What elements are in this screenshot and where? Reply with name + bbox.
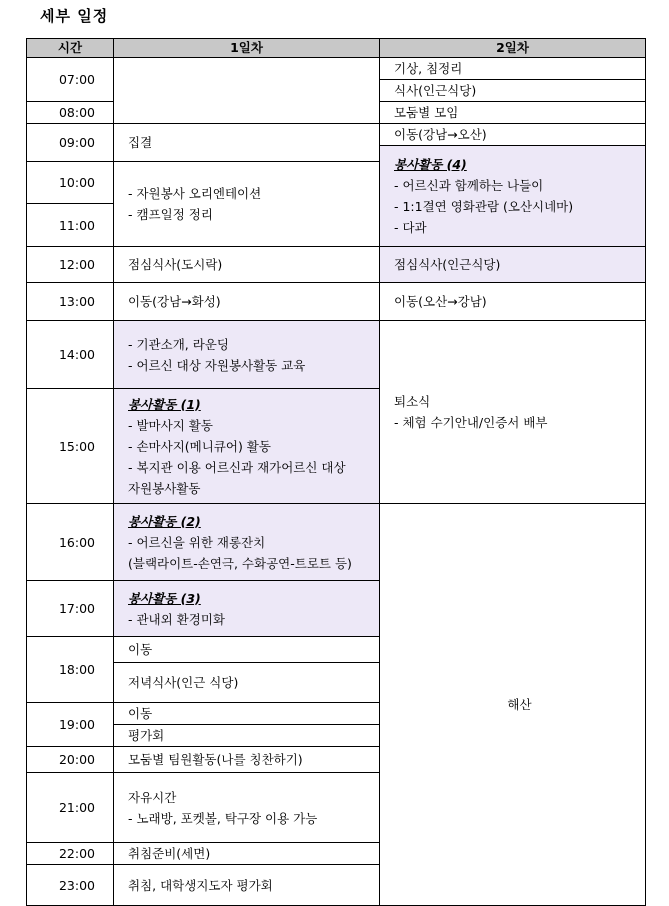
- header-time: 시간: [27, 39, 114, 58]
- time-cell: 09:00: [27, 124, 114, 162]
- time-cell: 21:00: [27, 773, 114, 843]
- time-cell: 20:00: [27, 747, 114, 773]
- day1-move2: 이동: [114, 637, 380, 663]
- orientation-line: - 자원봉사 오리엔테이션: [128, 186, 262, 201]
- day2-move: 이동(강남→오산): [380, 124, 646, 146]
- checkout-line: - 체험 수기안내/인증서 배부: [394, 415, 548, 430]
- day1-activity1: [114, 389, 380, 504]
- day1-intro: [114, 321, 380, 389]
- day1-move3: 이동: [114, 703, 380, 725]
- day1-activity3: [114, 581, 380, 637]
- time-cell: 12:00: [27, 247, 114, 283]
- day2-dismiss: 해산: [380, 504, 646, 906]
- schedule-table: [26, 38, 646, 906]
- day2-move2: 이동(오산→강남): [380, 283, 646, 321]
- activity-heading: 봉사활동 (1): [128, 396, 201, 412]
- activity-line: - 어르신을 위한 재롱잔치: [128, 534, 266, 550]
- time-cell: 13:00: [27, 283, 114, 321]
- activity-line: - 다과: [394, 220, 427, 235]
- day1-sleep: 취침, 대학생지도자 평가회: [114, 865, 380, 906]
- free-line: - 노래방, 포켓볼, 탁구장 이용 가능: [128, 810, 318, 826]
- time-cell: 23:00: [27, 865, 114, 906]
- day1-free: [114, 773, 380, 843]
- day2-checkout: [380, 321, 646, 504]
- day1-dinner: 저녁식사(인근 식당): [114, 663, 380, 703]
- intro-line: - 어르신 대상 자원봉사활동 교육: [128, 357, 306, 373]
- time-cell: 17:00: [27, 581, 114, 637]
- time-cell: 14:00: [27, 321, 114, 389]
- activity-line: - 관내외 환경미화: [128, 611, 225, 627]
- page-title: 세부 일정: [40, 7, 109, 25]
- day1-lunch: 점심식사(도시락): [114, 247, 380, 283]
- activity-line: - 복지관 이용 어르신과 재가어르신 대상: [128, 459, 346, 475]
- activity-line: - 손마사지(메니큐어) 활동: [128, 438, 271, 454]
- day2-group: 모둠별 모임: [380, 102, 646, 124]
- day1-eval: 평가회: [114, 725, 380, 747]
- activity-heading: 봉사활동 (4): [394, 157, 467, 172]
- header-day2: 2일차: [380, 39, 646, 58]
- day2-activity4: [380, 146, 646, 247]
- day1-activity2: [114, 504, 380, 581]
- activity-line: - 1:1결연 영화관람 (오산시네마): [394, 199, 574, 214]
- header-row: [27, 39, 646, 58]
- time-cell: 08:00: [27, 102, 114, 124]
- activity-heading: 봉사활동 (3): [128, 590, 201, 606]
- time-cell: 22:00: [27, 843, 114, 865]
- day1-move: 이동(강남→화성): [114, 283, 380, 321]
- day1-empty: [114, 58, 380, 124]
- activity-line: - 어르신과 함께하는 나들이: [394, 178, 544, 193]
- activity-line: - 발마사지 활동: [128, 417, 213, 433]
- activity-line: (블랙라이트-손연극, 수화공연-트로트 등): [128, 555, 352, 571]
- time-cell: 07:00: [27, 58, 114, 102]
- time-cell: 16:00: [27, 504, 114, 581]
- day1-team: 모둠별 팀원활동(나를 칭찬하기): [114, 747, 380, 773]
- day1-gather: 집결: [114, 124, 380, 162]
- time-cell: 18:00: [27, 637, 114, 703]
- free-line: 자유시간: [128, 789, 177, 805]
- intro-line: - 기관소개, 라운딩: [128, 336, 229, 352]
- day1-prep: 취침준비(세면): [114, 843, 380, 865]
- orientation-line: - 캠프일정 정리: [128, 207, 213, 222]
- time-cell: 11:00: [27, 204, 114, 247]
- time-cell: 15:00: [27, 389, 114, 504]
- day1-orientation: [114, 162, 380, 247]
- time-cell: 19:00: [27, 703, 114, 747]
- day2-lunch: 점심식사(인근식당): [380, 247, 646, 283]
- day2-breakfast: 식사(인근식당): [380, 80, 646, 102]
- activity-heading: 봉사활동 (2): [128, 513, 201, 529]
- header-day1: 1일차: [114, 39, 380, 58]
- checkout-line: 퇴소식: [394, 394, 431, 409]
- activity-line: 자원봉사활동: [128, 480, 201, 496]
- time-cell: 10:00: [27, 162, 114, 204]
- day2-wake: 기상, 침정리: [380, 58, 646, 80]
